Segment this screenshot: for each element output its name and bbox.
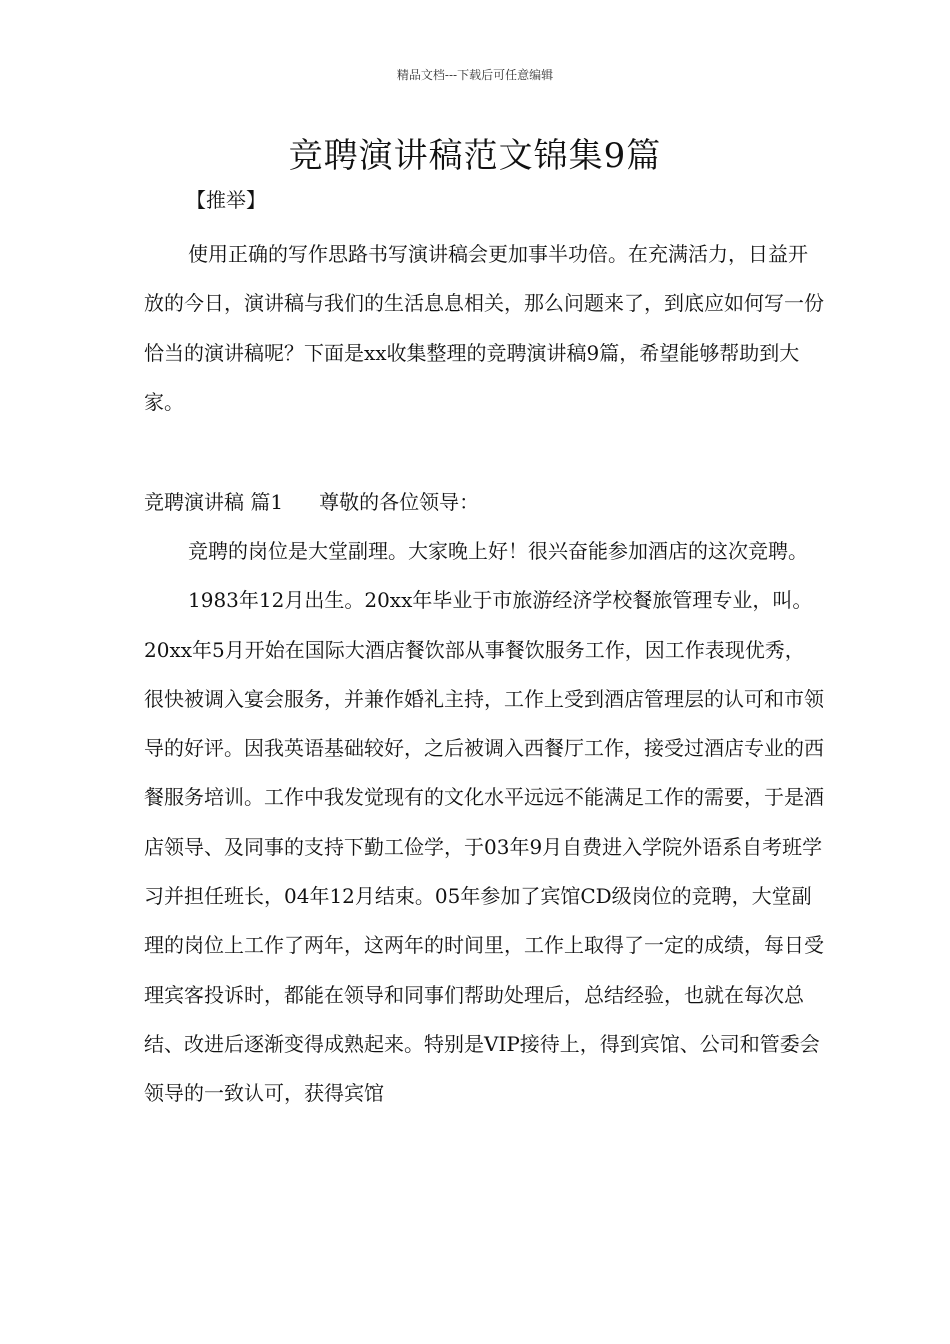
paragraph: 竞聘的岗位是大堂副理。大家晚上好！很兴奋能参加酒店的这次竞聘。: [188, 539, 808, 563]
intro-paragraph: 使用正确的写作思路书写演讲稿会更加事半功倍。在充满活力，日益开放的今日，演讲稿与我们的生活息息相关，那么问题来了，到底应如何写一份恰当的演讲稿呢？下面是xx收集整理的竞聘演讲稿9篇，希望能够帮助到大家。: [144, 242, 824, 414]
intro-section: [144, 230, 824, 427]
paragraph: 1983年12月出生。20xx年毕业于市旅游经济学校餐旅管理专业，叫。20xx年5月开始在国际大酒店餐饮部从事餐饮服务工作，因工作表现优秀，很快被调入宴会服务，并兼作婚礼主持，工作上受到酒店管理层的认可和市领导的好评。因我英语基础较好，之后被调入西餐厅工作，接受过酒店专业的西餐服务培训。工作中我发觉现有的文化水平远远不能满足工作的需要，于是酒店领导、及同事的支持下勤工俭学，于03年9月自费进入学院外语系自考班学习并担任班长，04年12月结束。05年参加了宾馆CD级岗位的竞聘，大堂副理的岗位上工作了两年，这两年的时间里，工作上取得了一定的成绩，每日受理宾客投诉时，都能在领导和同事们帮助处理后，总结经验，也就在每次总结、改进后逐渐变得成熟起来。特别是VIP接待上，得到宾馆、公司和管委会领导的一致认可，获得宾馆: [144, 588, 824, 1106]
section-heading: [144, 478, 824, 527]
section-greeting: 尊敬的各位领导：: [319, 490, 480, 514]
document-title: 竞聘演讲稿范文锦集9篇: [288, 136, 662, 176]
section-label: 竞聘演讲稿 篇1: [144, 490, 284, 514]
article-body: [144, 527, 824, 1119]
header-note: 精品文档---下载后可任意编辑: [396, 68, 554, 82]
recommend-tag: 【推举】: [186, 188, 266, 212]
